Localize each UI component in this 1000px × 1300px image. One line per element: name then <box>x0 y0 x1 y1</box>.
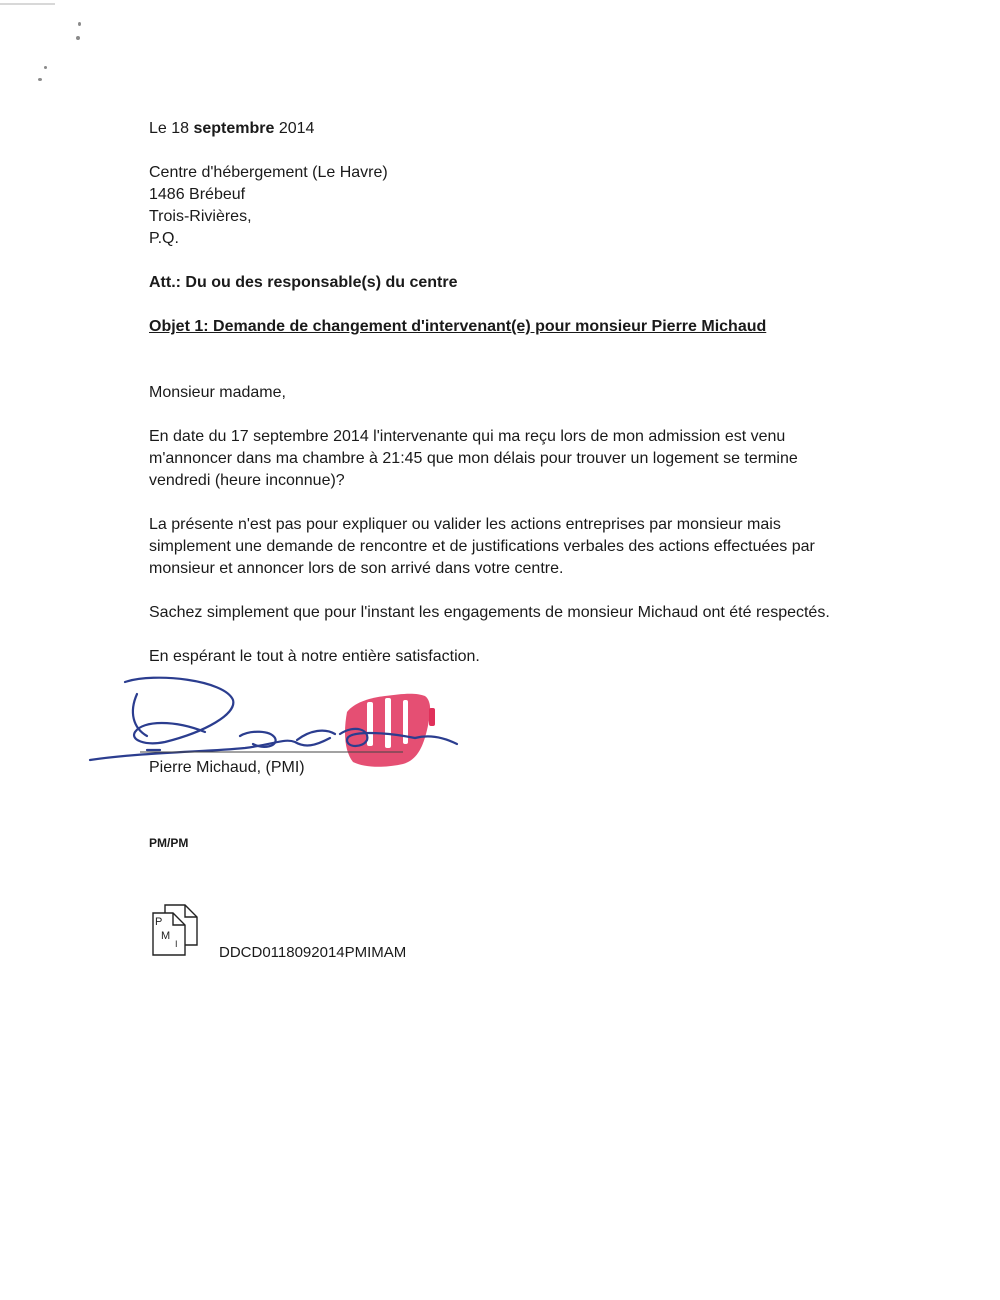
handwritten-signature <box>85 672 475 782</box>
subject-line: Objet 1: Demande de changement d'intervenant(e) pour monsieur Pierre Michaud <box>149 318 767 335</box>
scan-speck <box>76 36 80 40</box>
paragraph-line: monsieur et annoncer lors de son arrivé dans votre centre. <box>149 560 564 577</box>
recipient-line: Trois-Rivières, <box>149 208 252 225</box>
icon-letter: I <box>175 939 178 949</box>
recipient-line: 1486 Brébeuf <box>149 186 246 203</box>
recipient-line: Centre d'hébergement (Le Havre) <box>149 164 388 181</box>
paragraph-line: Sachez simplement que pour l'instant les engagements de monsieur Michaud ont été respectés. <box>149 604 830 621</box>
icon-letter: P <box>155 916 163 928</box>
paragraph-line: En date du 17 septembre 2014 l'intervenante qui ma reçu lors de mon admission est venu <box>149 428 786 445</box>
signature-name: Pierre Michaud, (PMI) <box>149 759 305 776</box>
salutation: Monsieur madame, <box>149 384 286 401</box>
scan-speck <box>78 22 81 26</box>
paragraph-line: simplement une demande de rencontre et de justifications verbales des actions effectuées par <box>149 538 815 555</box>
scan-speck <box>44 66 47 69</box>
scan-speck <box>0 3 55 5</box>
typist-initials: PM/PM <box>149 836 189 850</box>
paragraph-line: En espérant le tout à notre entière satisfaction. <box>149 648 480 665</box>
scan-speck <box>38 78 42 81</box>
attention-line: Att.: Du ou des responsable(s) du centre <box>149 274 458 291</box>
paragraph-line: m'annoncer dans ma chambre à 21:45 que mon délais pour trouver un logement se termine <box>149 450 798 467</box>
letter-date <box>149 118 314 140</box>
date-month: septembre <box>193 120 275 137</box>
document-pages-icon <box>151 903 201 959</box>
date-prefix: Le 18 <box>149 120 194 137</box>
recipient-line: P.Q. <box>149 230 179 247</box>
document-reference: DDCD0118092014PMIMAM <box>219 944 407 961</box>
date-year: 2014 <box>274 120 315 137</box>
paragraph-line: La présente n'est pas pour expliquer ou valider les actions entreprises par monsieur mais <box>149 516 781 533</box>
paragraph-line: vendredi (heure inconnue)? <box>149 472 345 489</box>
icon-letter: M <box>161 930 171 942</box>
